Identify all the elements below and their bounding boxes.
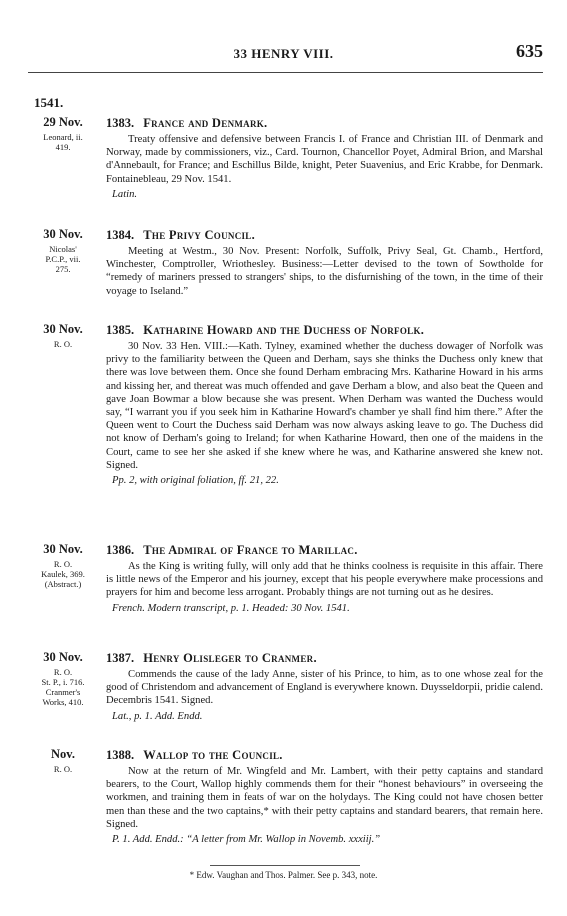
entry-heading: [106, 115, 543, 131]
entry-text: Meeting at Westm., 30 Nov. Present: Norfolk, Suffolk, Privy Seal, Gt. Chamb., Hertford, Winchester, Comptroller, Wriothesley. Business:—Letter devised to the town of Sowtholde for “remedy of mariners pressed to strangers' ships, to the disfurnishing of the town, in the time of their voyage to Iseland.”: [106, 246, 543, 297]
entry-reference: R. O. Kaulek, 369. (Abstract.): [41, 559, 85, 589]
entry-text: Commends the cause of the lady Anne, sister of his Prince, to him, as to one whose zeal for the good of Christendom and advancement of England is everywhere known. Duysseldorpii, pridie calend. Decembris 1541. Signed.: [106, 669, 543, 707]
entry-reference: Nicolas' P.C.P., vii. 275.: [45, 244, 81, 274]
entry-heading: [106, 322, 543, 338]
entry-body: [106, 322, 543, 487]
entry-body: [106, 747, 543, 846]
entry-note: P. 1. Add. Endd.: “A letter from Mr. Wallop in Novemb. xxxiij.”: [112, 834, 381, 846]
entry-reference: R. O.: [53, 339, 73, 349]
entry-body: [106, 115, 543, 201]
entry-date: 30 Nov.: [43, 650, 83, 664]
entry-text: Now at the return of Mr. Wingfeld and Mr. Lambert, with their petty captains and standard bearers, to the Court, Wallop highly commends them for their “honest behaviours” in overseeing the workmen, and training them in feats of war on the holydays. The King could not have chosen better men than these and the two captains,* with their petty captains and standard bearers, that remain here. Signed.: [106, 766, 543, 830]
year-label: 1541.: [34, 95, 64, 110]
entry-date: 30 Nov.: [43, 542, 83, 556]
footnote: * Edw. Vaughan and Thos. Palmer. See p. 343, note.: [189, 870, 378, 880]
entry-heading: [106, 542, 543, 558]
entry-body: [106, 542, 543, 615]
entry-reference: R. O. St. P., i. 716. Cranmer's Works, 410.: [41, 667, 85, 707]
entry-note: Pp. 2, with original foliation, ff. 21, 22.: [112, 475, 279, 487]
entry-title: Wallop to the Council.: [143, 748, 283, 762]
entry-margin: [28, 227, 98, 274]
entry-date: Nov.: [51, 747, 75, 761]
entry-text: 30 Nov. 33 Hen. VIII.:—Kath. Tylney, examined whether the duchess dowager of Norfolk was privy to the familiarity between the Queen and Derham, says she thinks the Duchess only knew that there was love between them. Once she found Derham embracing Mrs. Katharine Howard in his arms and kissing her, and thereat was much offended and gave Derham a blow, and also beat the Queen and gave Joan Bowmar a blow because she was present. When Derham was wanted the Duchess would say, “I warrant you if you seek him in Katharine Howard's chamber ye shall find him there.” After the Queen went to Court the Duchess said Derham was now always asking leave to go. The Duchess did not know of Derham's going to Ireland; for when Katharine Howard, then one of the maidens in the Court, came to see her she asked if she knew where he was, and Katharine answered she knew not. Signed.: [106, 341, 543, 471]
entry-note: Lat., p. 1. Add. Endd.: [112, 710, 203, 722]
header-rule: [28, 72, 543, 73]
entry-note: French. Modern transcript, p. 1. Headed: 30 Nov. 1541.: [112, 602, 350, 614]
entry-title: The Admiral of France to Marillac.: [143, 543, 358, 557]
entry-heading: [106, 227, 543, 243]
running-title: 33 HENRY VIII.: [233, 46, 334, 61]
entry-date: 30 Nov.: [43, 227, 83, 241]
entry-number: 1387.: [106, 651, 135, 665]
entry-title: The Privy Council.: [143, 228, 256, 242]
entry-margin: [28, 115, 98, 152]
entry-number: 1388.: [106, 748, 135, 762]
entry-number: 1384.: [106, 228, 135, 242]
entry-date: 29 Nov.: [43, 115, 83, 129]
entry-number: 1386.: [106, 543, 135, 557]
page-number: 635: [516, 41, 543, 61]
entry-text: Treaty offensive and defensive between Francis I. of France and Christian III. of Denmark and Norway, made by commissioners, viz., Card. Tournon, Chancellor Poyet, Admiral Brion, and Marshal d'Annebault, for France; and Eschillus Bilde, knight, Peter Suavenius, and Eric Krabbe, for Denmark. Fontainebleau, 29 Nov. 1541.: [106, 134, 543, 185]
entry-number: 1385.: [106, 323, 135, 337]
entry-margin: [28, 322, 98, 349]
entry-date: 30 Nov.: [43, 322, 83, 336]
entry-margin: [28, 747, 98, 774]
entry-text: As the King is writing fully, will only add that he thinks coolness is requisite in this affair. There is little news of the Emperor and his journey, except that his people everywhere make processions and prayers for him and become less arrogant. Probably things are not turning out as he desires.: [106, 561, 543, 599]
entry-number: 1383.: [106, 116, 135, 130]
entry-body: [106, 227, 543, 298]
entry-note: Latin.: [112, 188, 138, 200]
entry-heading: [106, 747, 543, 763]
entry-body: [106, 650, 543, 723]
entry-reference: Leonard, ii. 419.: [43, 132, 83, 152]
entry-reference: R. O.: [53, 764, 73, 774]
entry-title: Henry Olisleger to Cranmer.: [143, 651, 317, 665]
footnote-rule: [210, 865, 360, 866]
entry-title: Katharine Howard and the Duchess of Norfolk.: [143, 323, 425, 337]
entry-margin: [28, 650, 98, 707]
entry-title: France and Denmark.: [143, 116, 268, 130]
entry-margin: [28, 542, 98, 589]
entry-heading: [106, 650, 543, 666]
